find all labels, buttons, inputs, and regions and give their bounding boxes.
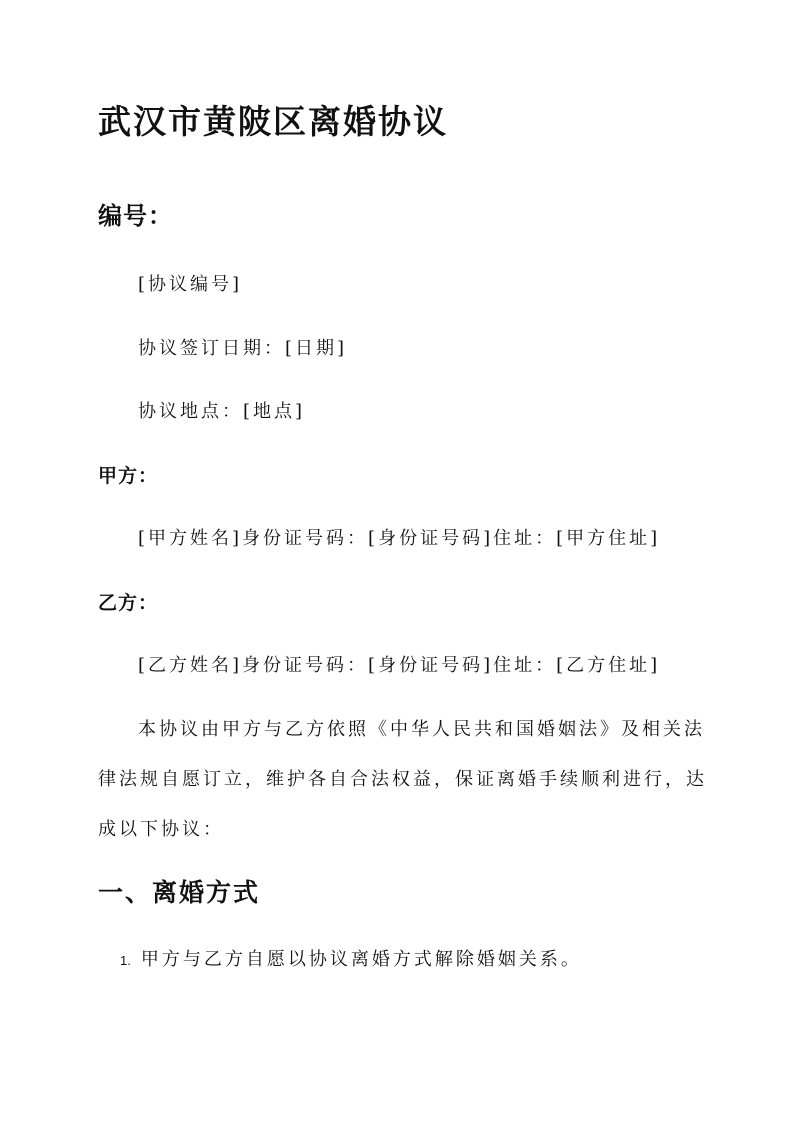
document-title: 武汉市黄陂区离婚协议: [98, 102, 448, 141]
party-a-label: 甲方：: [98, 465, 159, 487]
number-label: 编号：: [98, 201, 173, 230]
list-item-number: 1.: [120, 953, 131, 968]
party-b-info: [乙方姓名]身份证号码：[身份证号码]住址：[乙方住址]: [138, 655, 661, 676]
preamble-line-3: 成以下协议：: [98, 819, 224, 840]
preamble-line-2: 律法规自愿订立，维护各自合法权益，保证离婚手续顺利进行，达: [98, 769, 707, 790]
party-b-label: 乙方：: [98, 592, 159, 614]
sign-date: 协议签订日期：[日期]: [138, 338, 348, 359]
list-item-text: 甲方与乙方自愿以协议离婚方式解除婚姻关系。: [140, 949, 582, 970]
agreement-number: [协议编号]: [138, 274, 243, 295]
section-1-title: 一、离婚方式: [98, 878, 261, 907]
party-a-info: [甲方姓名]身份证号码：[身份证号码]住址：[甲方住址]: [138, 528, 661, 549]
sign-place: 协议地点：[地点]: [138, 401, 306, 422]
list-item: [120, 945, 582, 971]
preamble-line-1: 本协议由甲方与乙方依照《中华人民共和国婚姻法》及相关法: [138, 719, 705, 740]
